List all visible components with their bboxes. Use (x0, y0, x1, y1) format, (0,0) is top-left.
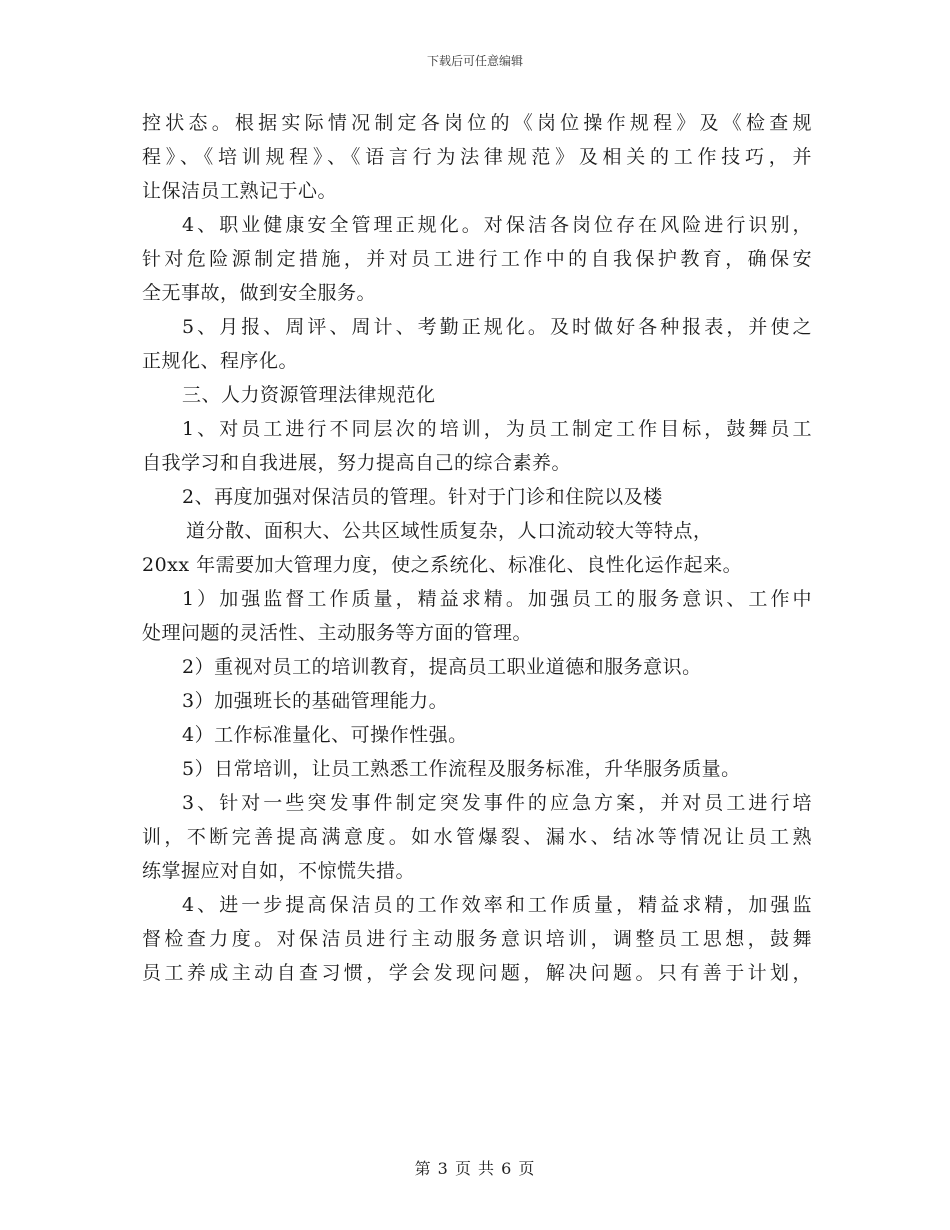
paragraph-line: 4、进一步提高保洁员的工作效率和工作质量，精益求精，加强监 (182, 894, 812, 916)
paragraph-line: 员工养成主动自查习惯，学会发现问题，解决问题。只有善于计划， (142, 962, 812, 984)
paragraph-line: 让保洁员工熟记于心。 (142, 180, 338, 202)
page-header: 下载后可任意编辑 (426, 54, 523, 68)
paragraph-line: 20xx 年需要加大管理力度，使之系统化、标准化、良性化运作起来。 (142, 554, 743, 576)
paragraph-line: 训，不断完善提高满意度。如水管爆裂、漏水、结冰等情况让员工熟 (142, 826, 812, 848)
page-number-footer: 第 3 页 共 6 页 (414, 1159, 536, 1178)
paragraph-line: 1、对员工进行不同层次的培训，为员工制定工作目标，鼓舞员工 (182, 418, 812, 440)
paragraph-line: 3、针对一些突发事件制定突发事件的应急方案，并对员工进行培 (182, 792, 812, 814)
paragraph-line: 处理问题的灵活性、主动服务等方面的管理。 (142, 622, 533, 644)
paragraph-line: 4）工作标准量化、可操作性强。 (182, 724, 468, 746)
paragraph-line: 正规化、程序化。 (142, 350, 299, 372)
paragraph-line: 针对危险源制定措施，并对员工进行工作中的自我保护教育，确保安 (142, 248, 812, 270)
paragraph-line: 2）重视对员工的培训教育，提高员工职业道德和服务意识。 (182, 656, 702, 678)
paragraph-line: 控状态。根据实际情况制定各岗位的《岗位操作规程》及《检查规 (142, 112, 812, 134)
paragraph-line: 督检查力度。对保洁员进行主动服务意识培训，调整员工思想，鼓舞 (142, 928, 812, 950)
paragraph-line: 5、月报、周评、周计、考勤正规化。及时做好各种报表，并使之 (182, 316, 812, 338)
paragraph-line: 5）日常培训，让员工熟悉工作流程及服务标准，升华服务质量。 (182, 758, 741, 780)
paragraph-line: 程》、《培训规程》、《语言行为法律规范》及相关的工作技巧，并 (142, 146, 812, 168)
paragraph-line: 3）加强班长的基础管理能力。 (182, 690, 449, 712)
paragraph-line: 1）加强监督工作质量，精益求精。加强员工的服务意识、工作中 (182, 588, 812, 610)
paragraph-line: 练掌握应对自如，不惊慌失措。 (142, 860, 416, 882)
paragraph-line: 4、职业健康安全管理正规化。对保洁各岗位存在风险进行识别， (182, 214, 812, 236)
paragraph-line: 道分散、面积大、公共区域性质复杂，人口流动较大等特点， (186, 520, 713, 542)
document-body (142, 106, 812, 990)
paragraph-line: 全无事故，做到安全服务。 (142, 282, 377, 304)
paragraph-line: 2、再度加强对保洁员的管理。针对于门诊和住院以及楼 (182, 486, 663, 508)
section-heading: 三、人力资源管理法律规范化 (182, 384, 436, 406)
paragraph-line: 自我学习和自我进展，努力提高自己的综合素养。 (142, 452, 572, 474)
